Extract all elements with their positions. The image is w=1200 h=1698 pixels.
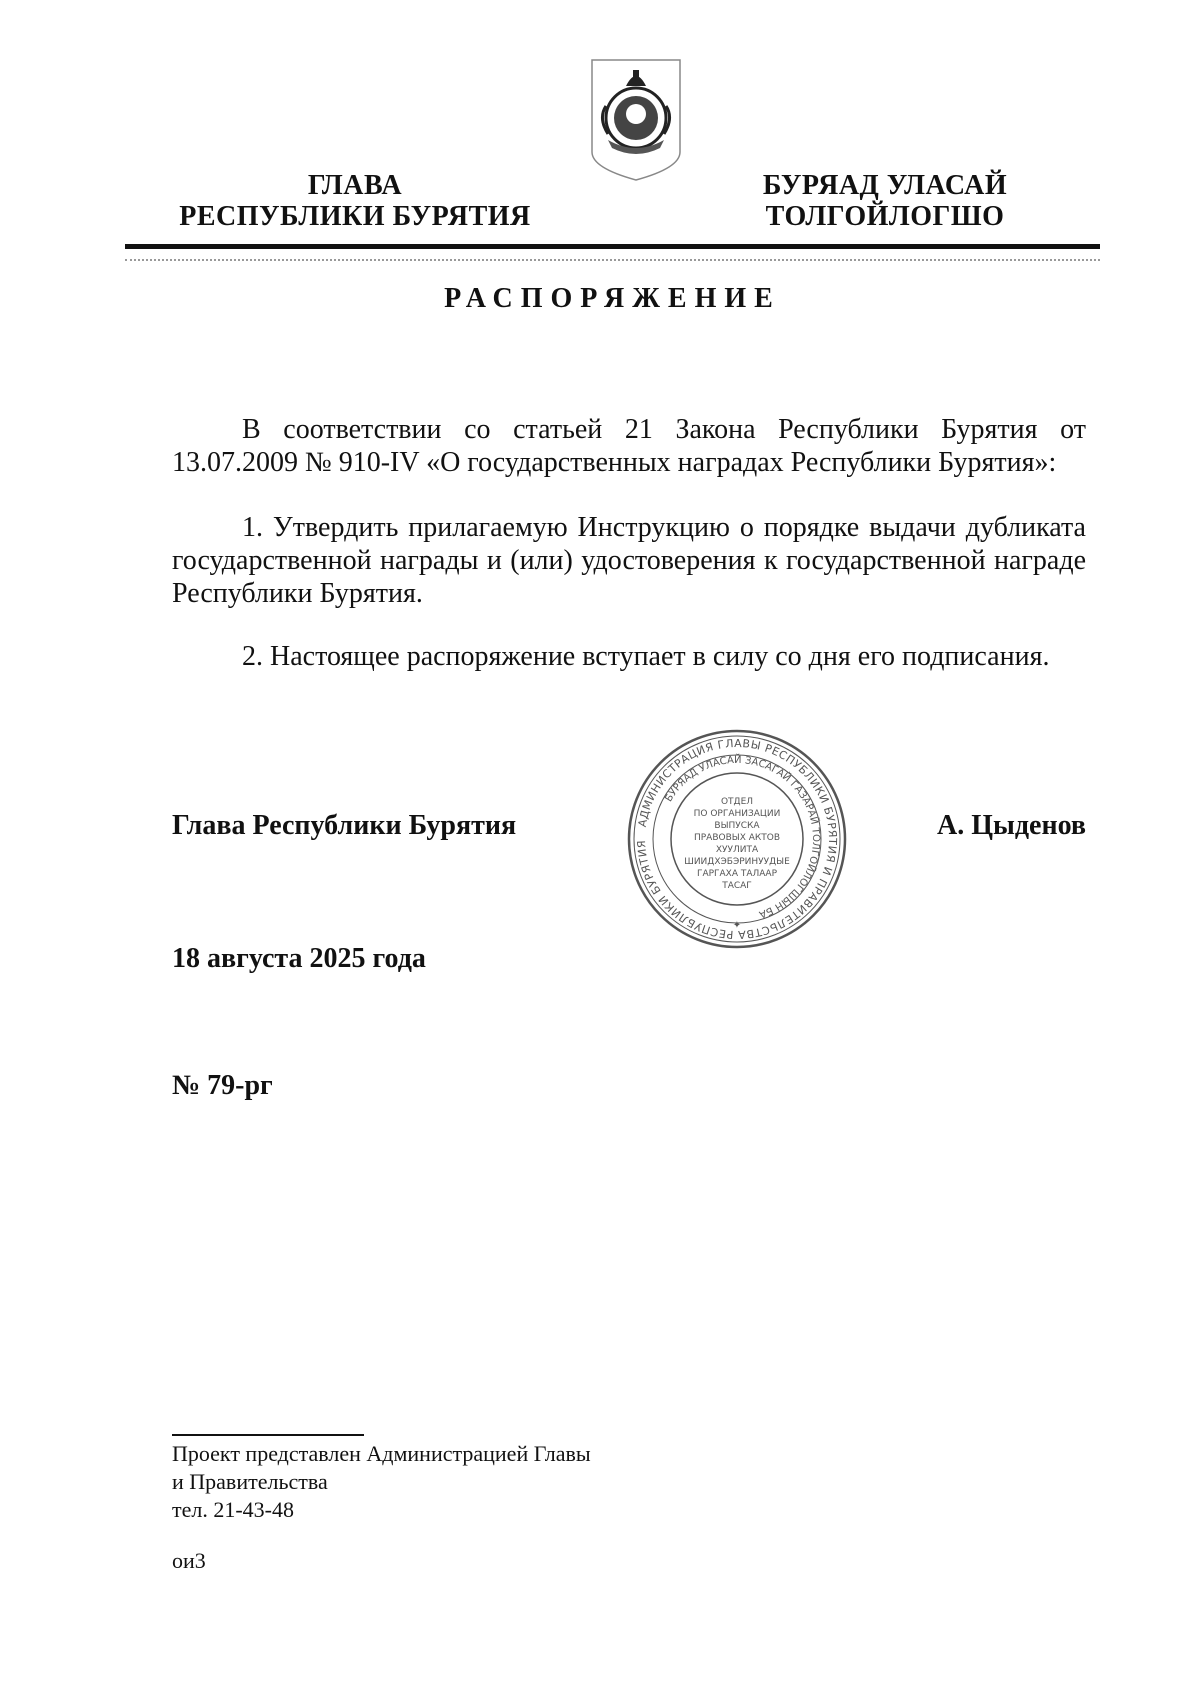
svg-text:ВЫПУСКА: ВЫПУСКА xyxy=(714,821,760,831)
official-seal-stamp xyxy=(626,728,848,950)
document-number: № 79-рг xyxy=(172,1070,273,1101)
svg-text:БУРЯАД УЛАСАЙ ЗАСАГАЙ ГАЗАРАЙ: БУРЯАД УЛАСАЙ ЗАСАГАЙ ГАЗАРАЙ ТОЛГОЙЛОГШЫН БА xyxy=(663,754,822,920)
footnote-separator xyxy=(172,1434,364,1436)
svg-text:ПРАВОВЫХ АКТОВ: ПРАВОВЫХ АКТОВ xyxy=(693,833,781,843)
header-divider-thin xyxy=(125,259,1100,263)
svg-text:ХУУЛИТА: ХУУЛИТА xyxy=(715,845,759,855)
footnote-line-1: Проект представлен Администрацией Главы xyxy=(172,1441,591,1466)
document-date: 18 августа 2025 года xyxy=(172,943,426,974)
preamble-paragraph: В соответствии со статьей 21 Закона Республики Бурятия от 13.07.2009 № 910-IV «О государственных наградах Республики Бурятия»: xyxy=(172,414,1086,478)
header-divider-thick xyxy=(125,244,1100,249)
header-left-line1: ГЛАВА xyxy=(307,170,403,201)
document-code: ои3 xyxy=(172,1548,206,1573)
header-right xyxy=(740,170,1030,232)
footnote-line-2: и Правительства xyxy=(172,1469,328,1494)
footnote xyxy=(172,1440,591,1524)
svg-text:ОТДЕЛ: ОТДЕЛ xyxy=(720,797,754,807)
header-right-line2: ТОЛГОЙЛОГШО xyxy=(765,201,1005,232)
signatory-position: Глава Республики Бурятия xyxy=(172,810,517,841)
item-2-paragraph: 2. Настоящее распоряжение вступает в силу со дня его подписания. xyxy=(242,641,1050,672)
document-title: РАСПОРЯЖЕНИЕ xyxy=(444,283,781,314)
header-right-line1: БУРЯАД УЛАСАЙ xyxy=(762,170,1008,201)
header-left xyxy=(160,170,550,232)
item-1-paragraph: 1. Утвердить прилагаемую Инструкцию о порядке выдачи дубликата государственной награды и (или) удостоверения к государственной награде Республики Бурятия. xyxy=(172,512,1086,609)
svg-text:ТАСАГ: ТАСАГ xyxy=(722,881,752,891)
svg-text:ПО ОРГАНИЗАЦИИ: ПО ОРГАНИЗАЦИИ xyxy=(693,809,781,819)
emblem-icon xyxy=(588,56,684,184)
signatory-name: А. Цыденов xyxy=(936,810,1086,841)
header-left-line2: РЕСПУБЛИКИ БУРЯТИЯ xyxy=(179,201,531,232)
footnote-line-3: тел. 21-43-48 xyxy=(172,1497,295,1522)
svg-text:АДМИНИСТРАЦИЯ ГЛАВЫ РЕСПУБЛИКИ: АДМИНИСТРАЦИЯ ГЛАВЫ РЕСПУБЛИКИ БУРЯТИЯ И ПРАВИТЕЛЬСТВА РЕСПУБЛИКИ БУРЯТИЯ xyxy=(634,736,840,942)
svg-text:ГАРГАХА ТАЛААР: ГАРГАХА ТАЛААР xyxy=(696,869,778,879)
svg-text:ШИИДХЭБЭРИНУУДЫЕ: ШИИДХЭБЭРИНУУДЫЕ xyxy=(684,857,790,867)
svg-text:✦: ✦ xyxy=(732,920,742,931)
